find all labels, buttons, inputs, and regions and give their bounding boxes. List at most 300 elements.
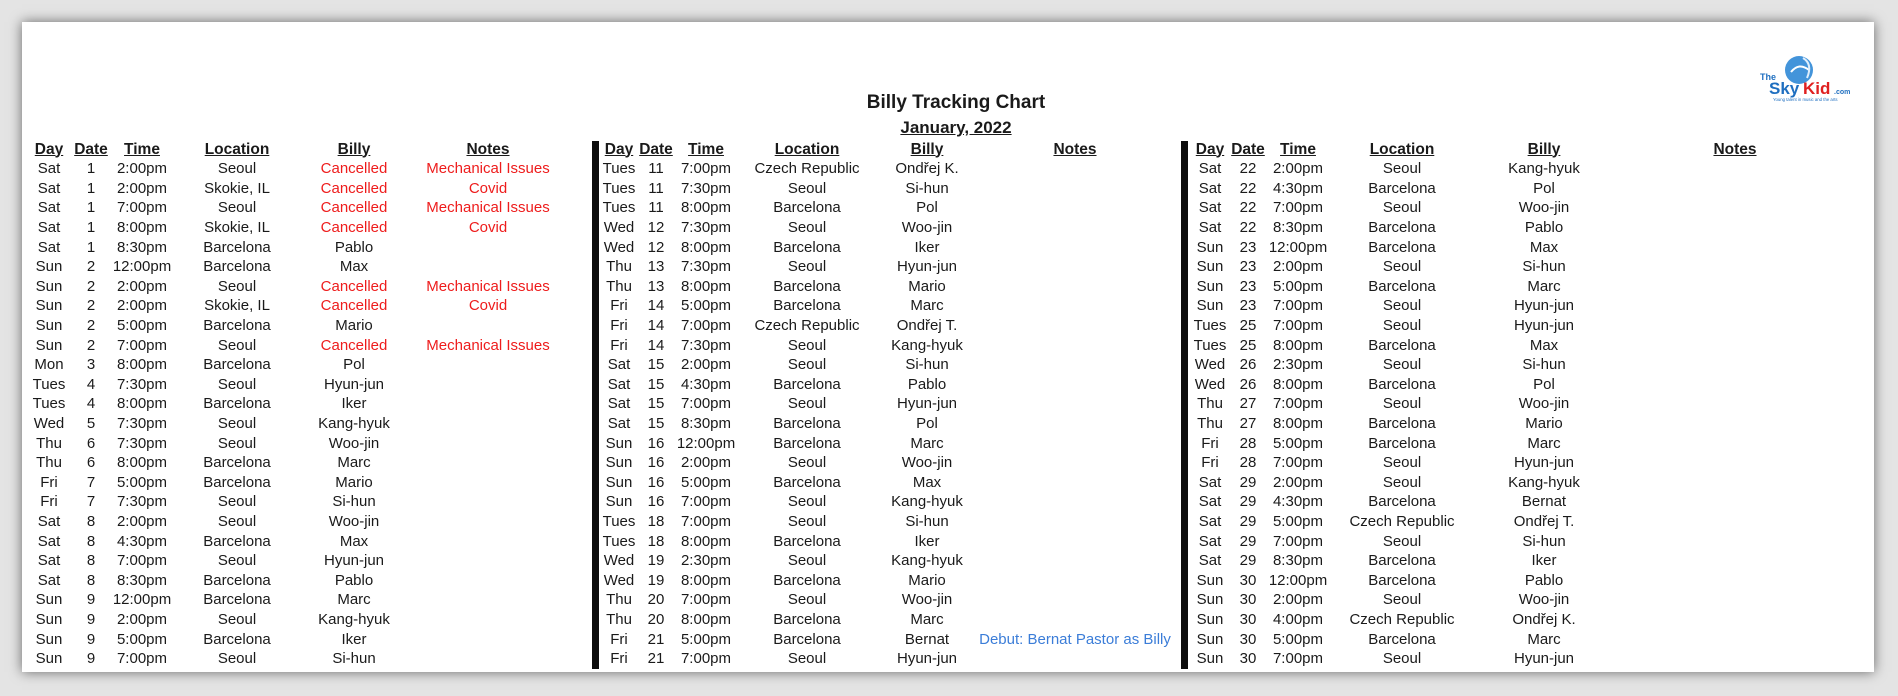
table-row <box>28 610 570 630</box>
cell-day: Sat <box>607 356 631 374</box>
cell-day: Wed <box>33 415 65 433</box>
cell-location: Barcelona <box>773 630 841 648</box>
cell-day: Fri <box>1201 434 1219 452</box>
cell-day: Sat <box>1198 179 1222 197</box>
cell-day: Sun <box>1196 610 1224 628</box>
cell-time: 7:00pm <box>1272 297 1324 315</box>
cell-location: Barcelona <box>1368 630 1436 648</box>
table-row <box>1190 296 1856 316</box>
cell-date: 6 <box>86 454 96 472</box>
cell-date: 16 <box>647 434 665 452</box>
cell-billy: Hyun-jun <box>1513 454 1575 472</box>
cell-day: Thu <box>1197 395 1223 413</box>
cell-day: Sun <box>35 610 63 628</box>
table-row <box>1190 355 1856 375</box>
cell-location: Seoul <box>1382 258 1422 276</box>
cell-location: Seoul <box>1382 650 1422 668</box>
cell-location: Seoul <box>787 552 827 570</box>
cell-notes <box>977 414 1173 434</box>
cell-notes <box>1614 218 1856 238</box>
cell-notes <box>977 649 1173 669</box>
table-row <box>1190 590 1856 610</box>
cell-billy: Woo-jin <box>1518 199 1570 217</box>
cell-time: 2:00pm <box>116 277 168 295</box>
table-row <box>601 375 1173 395</box>
header-time: Time <box>688 140 724 158</box>
cell-notes <box>977 277 1173 297</box>
header-location: Location <box>774 140 840 158</box>
cell-date: 21 <box>647 650 665 668</box>
cell-day: Tues <box>32 395 66 413</box>
cell-day: Sat <box>607 415 631 433</box>
cell-date: 16 <box>647 473 665 491</box>
logo-tagline: Young talent in music and the arts <box>1773 97 1838 102</box>
cell-time: 7:30pm <box>116 493 168 511</box>
cell-billy: Bernat <box>1521 493 1567 511</box>
cell-time: 7:30pm <box>116 434 168 452</box>
cell-date: 8 <box>86 571 96 589</box>
table-row <box>28 316 570 336</box>
table-row <box>1190 414 1856 434</box>
cell-notes <box>977 473 1173 493</box>
cell-time: 7:00pm <box>1272 317 1324 335</box>
cell-location: Seoul <box>217 610 257 628</box>
cell-date: 26 <box>1239 375 1257 393</box>
cell-location: Seoul <box>1382 454 1422 472</box>
cell-billy: Ondřej T. <box>896 317 958 335</box>
cell-day: Sun <box>605 454 633 472</box>
cell-date: 14 <box>647 336 665 354</box>
cell-day: Fri <box>1201 454 1219 472</box>
cell-location: Barcelona <box>203 630 271 648</box>
cell-location: Barcelona <box>203 317 271 335</box>
table-row <box>28 492 570 512</box>
cell-location: Barcelona <box>203 356 271 374</box>
cell-date: 20 <box>647 591 665 609</box>
cell-date: 23 <box>1239 297 1257 315</box>
table-row <box>1190 473 1856 493</box>
table-row <box>28 237 570 257</box>
cell-time: 7:00pm <box>680 493 732 511</box>
cell-billy: Marc <box>1527 434 1561 452</box>
table-row <box>601 218 1173 238</box>
cell-location: Skokie, IL <box>204 297 270 315</box>
cell-time: 5:00pm <box>1272 630 1324 648</box>
cell-time: 2:00pm <box>116 179 168 197</box>
cell-notes <box>977 335 1173 355</box>
cell-location: Seoul <box>787 512 827 530</box>
cell-time: 7:00pm <box>680 650 732 668</box>
cell-notes <box>406 570 570 590</box>
cell-notes <box>977 551 1173 571</box>
table-row <box>601 433 1173 453</box>
cell-notes <box>1614 179 1856 199</box>
cell-date: 9 <box>86 630 96 648</box>
cell-day: Sun <box>35 297 63 315</box>
cell-location: Seoul <box>787 258 827 276</box>
cell-time: 12:00pm <box>112 591 172 609</box>
cell-day: Sun <box>35 650 63 668</box>
cell-billy: Si-hun <box>1522 356 1566 374</box>
cell-day: Sat <box>37 238 61 256</box>
cell-notes <box>1614 492 1856 512</box>
cell-notes <box>977 570 1173 590</box>
cell-day: Sun <box>1196 277 1224 295</box>
cell-location: Barcelona <box>1368 336 1436 354</box>
cell-time: 8:00pm <box>116 356 168 374</box>
cell-day: Sun <box>35 630 63 648</box>
cell-day: Sat <box>1198 219 1222 237</box>
cell-time: 7:00pm <box>680 395 732 413</box>
cell-date: 14 <box>647 297 665 315</box>
cell-date: 18 <box>647 532 665 550</box>
cell-date: 11 <box>648 160 664 178</box>
table-row <box>28 433 570 453</box>
cell-notes <box>1614 551 1856 571</box>
cell-location: Seoul <box>787 454 827 472</box>
cell-time: 4:30pm <box>116 532 168 550</box>
cell-time: 2:30pm <box>1272 356 1324 374</box>
table-row <box>601 394 1173 414</box>
cell-location: Seoul <box>217 415 257 433</box>
cell-billy: Pablo <box>1524 571 1564 589</box>
cell-billy: Max <box>912 473 942 491</box>
table-row <box>28 159 570 179</box>
table-row <box>28 570 570 590</box>
cell-time: 7:30pm <box>680 219 732 237</box>
header-notes: Notes <box>1053 140 1097 158</box>
cell-day: Fri <box>40 493 58 511</box>
cell-date: 8 <box>86 552 96 570</box>
table-row <box>601 316 1173 336</box>
cell-day: Sat <box>1198 552 1222 570</box>
cell-date: 13 <box>647 277 665 295</box>
cell-billy: Cancelled <box>320 199 388 217</box>
cell-location: Barcelona <box>773 277 841 295</box>
cell-location: Seoul <box>217 160 257 178</box>
table-row <box>28 296 570 316</box>
cell-date: 12 <box>647 219 665 237</box>
cell-time: 7:00pm <box>1272 454 1324 472</box>
cell-notes <box>1614 277 1856 297</box>
cell-location: Barcelona <box>773 571 841 589</box>
cell-time: 2:00pm <box>1272 473 1324 491</box>
cell-location: Barcelona <box>1368 434 1436 452</box>
cell-billy: Kang-hyuk <box>891 336 963 354</box>
cell-date: 28 <box>1239 434 1257 452</box>
table-row <box>1190 570 1856 590</box>
logo-com: .com <box>1834 89 1851 96</box>
cell-billy: Si-hun <box>1522 532 1566 550</box>
cell-day: Thu <box>606 277 632 295</box>
table-row <box>1190 610 1856 630</box>
cell-date: 22 <box>1239 179 1257 197</box>
cell-time: 7:00pm <box>116 650 168 668</box>
cell-date: 30 <box>1239 650 1257 668</box>
cell-location: Seoul <box>1382 532 1422 550</box>
cell-date: 5 <box>86 415 96 433</box>
cell-location: Barcelona <box>1368 277 1436 295</box>
cell-time: 2:00pm <box>680 454 732 472</box>
cell-time: 8:00pm <box>680 532 732 550</box>
cell-date: 9 <box>86 591 96 609</box>
cell-day: Sun <box>1196 630 1224 648</box>
cell-day: Fri <box>610 336 628 354</box>
cell-location: Barcelona <box>203 258 271 276</box>
table-row <box>601 414 1173 434</box>
cell-time: 2:30pm <box>680 552 732 570</box>
cell-billy: Kang-hyuk <box>891 552 963 570</box>
cell-date: 2 <box>86 277 96 295</box>
cell-day: Sat <box>37 552 61 570</box>
cell-date: 26 <box>1239 356 1257 374</box>
table-row <box>1190 433 1856 453</box>
cell-notes <box>977 218 1173 238</box>
cell-notes <box>406 453 570 473</box>
cell-time: 7:30pm <box>116 375 168 393</box>
header-notes: Notes <box>1713 140 1757 158</box>
cell-day: Sun <box>35 317 63 335</box>
column-separator <box>592 141 599 669</box>
table-row <box>601 453 1173 473</box>
table-row <box>601 512 1173 532</box>
cell-billy: Si-hun <box>332 493 376 511</box>
cell-day: Sun <box>1196 571 1224 589</box>
cell-date: 2 <box>86 317 96 335</box>
cell-time: 5:00pm <box>116 317 168 335</box>
cell-location: Seoul <box>217 493 257 511</box>
table-row <box>1190 492 1856 512</box>
cell-day: Sun <box>1196 297 1224 315</box>
cell-billy: Iker <box>914 532 940 550</box>
cell-date: 13 <box>647 258 665 276</box>
cell-day: Thu <box>1197 415 1223 433</box>
cell-day: Fri <box>610 317 628 335</box>
header-date: Date <box>639 140 673 158</box>
cell-billy: Marc <box>337 591 371 609</box>
cell-date: 27 <box>1239 395 1257 413</box>
cell-day: Fri <box>610 297 628 315</box>
cell-time: 8:00pm <box>1272 375 1324 393</box>
cell-time: 7:00pm <box>116 336 168 354</box>
cell-date: 29 <box>1239 532 1257 550</box>
cell-location: Seoul <box>217 512 257 530</box>
cell-billy: Kang-hyuk <box>891 493 963 511</box>
cell-time: 4:30pm <box>1272 493 1324 511</box>
cell-day: Thu <box>36 454 62 472</box>
cell-date: 1 <box>86 219 96 237</box>
cell-day: Sat <box>37 160 61 178</box>
cell-location: Seoul <box>217 375 257 393</box>
cell-day: Tues <box>1193 336 1227 354</box>
cell-location: Seoul <box>1382 395 1422 413</box>
cell-date: 20 <box>647 610 665 628</box>
cell-notes <box>977 375 1173 395</box>
cell-date: 11 <box>648 179 664 197</box>
table-row <box>28 649 570 669</box>
cell-time: 5:00pm <box>680 473 732 491</box>
cell-time: 8:00pm <box>116 454 168 472</box>
table-row <box>28 453 570 473</box>
cell-location: Barcelona <box>1368 571 1436 589</box>
cell-notes <box>977 179 1173 199</box>
table-row <box>601 590 1173 610</box>
cell-billy: Ondřej T. <box>1513 512 1575 530</box>
cell-location: Barcelona <box>203 395 271 413</box>
cell-time: 8:00pm <box>116 219 168 237</box>
cell-billy: Iker <box>341 395 367 413</box>
cell-day: Sun <box>35 336 63 354</box>
cell-notes <box>1614 629 1856 649</box>
cell-location: Seoul <box>217 336 257 354</box>
cell-date: 28 <box>1239 454 1257 472</box>
cell-notes <box>406 473 570 493</box>
cell-location: Seoul <box>787 336 827 354</box>
table-row <box>1190 198 1856 218</box>
cell-day: Thu <box>36 434 62 452</box>
table-row <box>601 551 1173 571</box>
cell-billy: Hyun-jun <box>896 395 958 413</box>
cell-day: Tues <box>602 160 636 178</box>
cell-notes <box>977 237 1173 257</box>
cell-billy: Si-hun <box>332 650 376 668</box>
cell-date: 1 <box>86 160 96 178</box>
cell-location: Seoul <box>787 179 827 197</box>
cell-date: 30 <box>1239 630 1257 648</box>
cell-location: Barcelona <box>773 297 841 315</box>
cell-date: 12 <box>647 238 665 256</box>
cell-day: Sun <box>605 473 633 491</box>
cell-date: 2 <box>86 336 96 354</box>
table-row <box>28 277 570 297</box>
cell-date: 9 <box>86 610 96 628</box>
header-date: Date <box>74 140 108 158</box>
cell-notes <box>977 610 1173 630</box>
cell-time: 2:00pm <box>116 297 168 315</box>
cell-billy: Iker <box>341 630 367 648</box>
cell-notes <box>406 237 570 257</box>
cell-location: Seoul <box>217 277 257 295</box>
cell-date: 15 <box>647 395 665 413</box>
cell-location: Czech Republic <box>1349 610 1455 628</box>
cell-time: 2:00pm <box>116 160 168 178</box>
cell-date: 23 <box>1239 238 1257 256</box>
header-day: Day <box>34 140 64 158</box>
cell-day: Sat <box>1198 493 1222 511</box>
cell-notes: Covid <box>468 179 508 197</box>
cell-time: 8:00pm <box>116 395 168 413</box>
cell-location: Barcelona <box>1368 219 1436 237</box>
cell-date: 15 <box>647 375 665 393</box>
cell-location: Barcelona <box>1368 179 1436 197</box>
month-label: January, 2022 <box>900 118 1012 137</box>
cell-billy: Woo-jin <box>1518 591 1570 609</box>
cell-notes <box>977 590 1173 610</box>
table-row <box>601 335 1173 355</box>
cell-time: 12:00pm <box>676 434 736 452</box>
table-row <box>28 394 570 414</box>
cell-notes <box>1614 198 1856 218</box>
cell-day: Sun <box>1196 238 1224 256</box>
chart-title: Billy Tracking Chart <box>866 92 1046 113</box>
cell-location: Seoul <box>217 434 257 452</box>
cell-time: 8:30pm <box>680 415 732 433</box>
column-separator <box>1181 141 1188 669</box>
cell-day: Tues <box>32 375 66 393</box>
cell-date: 1 <box>86 199 96 217</box>
cell-location: Barcelona <box>773 199 841 217</box>
cell-billy: Hyun-jun <box>323 375 385 393</box>
cell-billy: Woo-jin <box>1518 395 1570 413</box>
cell-time: 8:00pm <box>680 277 732 295</box>
cell-location: Seoul <box>1382 160 1422 178</box>
table-row <box>28 375 570 395</box>
cell-notes <box>406 394 570 414</box>
cell-day: Wed <box>603 552 635 570</box>
cell-time: 2:00pm <box>116 512 168 530</box>
cell-day: Tues <box>1193 317 1227 335</box>
cell-time: 4:00pm <box>1272 610 1324 628</box>
table-row <box>1190 159 1856 179</box>
table-row <box>1190 257 1856 277</box>
cell-date: 29 <box>1239 552 1257 570</box>
cell-notes <box>977 433 1173 453</box>
cell-day: Sat <box>37 179 61 197</box>
logo-kid: Kid <box>1803 79 1831 98</box>
cell-billy: Kang-hyuk <box>1508 473 1580 491</box>
cell-notes: Mechanical Issues <box>426 160 550 178</box>
table-row <box>28 551 570 571</box>
cell-time: 8:30pm <box>1272 552 1324 570</box>
cell-notes <box>1614 570 1856 590</box>
cell-location: Barcelona <box>773 610 841 628</box>
cell-time: 7:00pm <box>680 160 732 178</box>
table-row <box>1190 237 1856 257</box>
cell-billy: Woo-jin <box>901 591 953 609</box>
cell-billy: Mario <box>908 571 946 589</box>
cell-date: 4 <box>86 375 96 393</box>
table-row <box>1190 629 1856 649</box>
cell-billy: Pol <box>1533 375 1555 393</box>
schedule-block-2 <box>601 140 1173 668</box>
cell-billy: Pablo <box>907 375 947 393</box>
cell-billy: Hyun-jun <box>1513 317 1575 335</box>
cell-location: Seoul <box>787 395 827 413</box>
cell-notes: Mechanical Issues <box>426 277 550 295</box>
cell-billy: Ondřej K. <box>1512 610 1576 628</box>
cell-day: Sun <box>1196 258 1224 276</box>
cell-location: Barcelona <box>1368 415 1436 433</box>
cell-billy: Marc <box>1527 277 1561 295</box>
cell-notes <box>406 512 570 532</box>
cell-notes <box>406 629 570 649</box>
cell-billy: Pablo <box>334 571 374 589</box>
cell-notes <box>1614 355 1856 375</box>
table-row <box>1190 316 1856 336</box>
cell-billy: Ondřej K. <box>895 160 959 178</box>
cell-location: Seoul <box>217 199 257 217</box>
cell-location: Barcelona <box>1368 552 1436 570</box>
cell-time: 7:00pm <box>680 317 732 335</box>
cell-time: 7:00pm <box>680 591 732 609</box>
cell-notes <box>406 610 570 630</box>
cell-billy: Bernat <box>904 630 950 648</box>
cell-day: Sun <box>605 493 633 511</box>
cell-notes <box>1614 316 1856 336</box>
cell-notes <box>406 531 570 551</box>
cell-date: 2 <box>86 297 96 315</box>
cell-notes: Covid <box>468 219 508 237</box>
